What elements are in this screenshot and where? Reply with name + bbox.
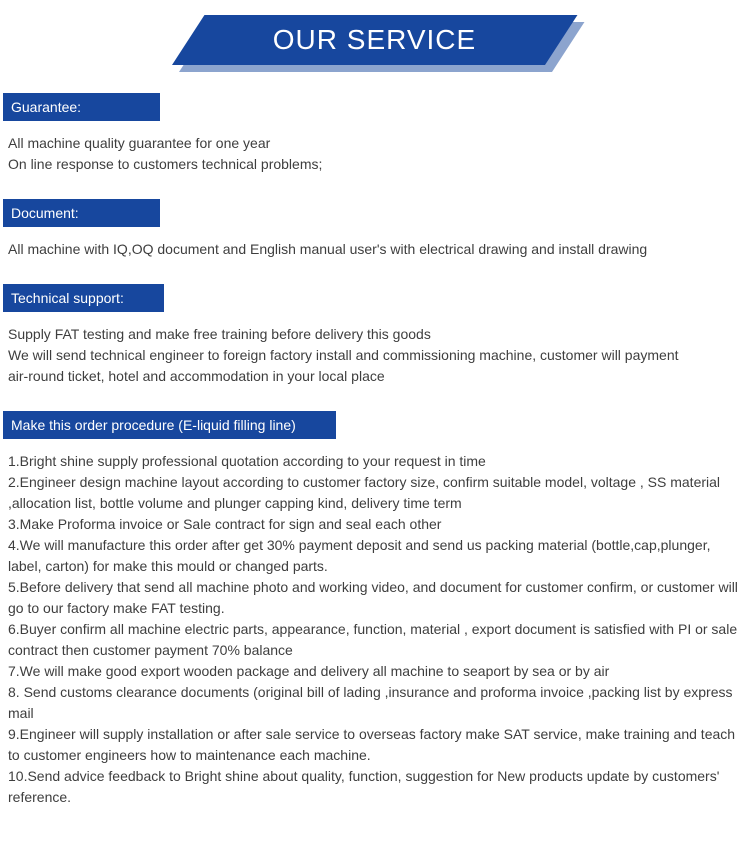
body-line: to customer engineers how to maintenance each machine. [8,747,371,763]
body-line: 7.We will make good export wooden package and delivery all machine to seaport by sea or by air [8,663,610,679]
body-line: We will send technical engineer to foreign factory install and commissioning machine, customer will payment [8,347,679,363]
service-section [0,411,750,808]
body-line: label, carton) for make this mould or changed parts. [8,558,328,574]
service-section [0,199,750,260]
body-line: 3.Make Proforma invoice or Sale contract for sign and seal each other [8,516,442,532]
body-line: On line response to customers technical problems; [8,156,323,172]
body-line: ,allocation list, bottle volume and plunger capping kind, delivery time term [8,495,462,511]
body-line: 4.We will manufacture this order after get 30% payment deposit and send us packing material (bottle,cap,plunger, [8,537,711,553]
section-heading-row [0,199,750,227]
section-heading-row [0,93,750,121]
section-body [0,239,750,260]
section-body [0,324,750,387]
body-line: All machine with IQ,OQ document and English manual user's with electrical drawing and install drawing [8,241,648,257]
section-heading: Document: [3,199,160,227]
section-body [0,133,750,175]
service-section [0,93,750,175]
body-line: air-round ticket, hotel and accommodation in your local place [8,368,385,384]
section-body [0,451,750,808]
body-line: reference. [8,789,72,805]
section-heading: Technical support: [3,284,164,312]
section-heading-row [0,411,750,439]
banner-title: OUR SERVICE [272,24,477,55]
our-service-banner [0,0,750,72]
body-line: mail [8,705,34,721]
body-line: All machine quality guarantee for one year [8,135,271,151]
section-heading-row [0,284,750,312]
body-line: 1.Bright shine supply professional quotation according to your request in time [8,453,486,469]
body-line: Supply FAT testing and make free training before delivery this goods [8,326,431,342]
body-line: go to our factory make FAT testing. [8,600,225,616]
section-heading: Make this order procedure (E-liquid filling line) [3,411,336,439]
body-line: contract then customer payment 70% balance [8,642,293,658]
body-line: 5.Before delivery that send all machine photo and working video, and document for customer confirm, or customer will [8,579,738,595]
service-section [0,284,750,387]
body-line: 9.Engineer will supply installation or after sale service to overseas factory make SAT service, make training and teach [8,726,736,742]
body-line: 10.Send advice feedback to Bright shine about quality, function, suggestion for New products update by customers' [8,768,720,784]
body-line: 6.Buyer confirm all machine electric parts, appearance, function, material , export document is satisfied with PI or sale [8,621,738,637]
body-line: 8. Send customs clearance documents (original bill of lading ,insurance and proforma invoice ,packing list by express [8,684,733,700]
body-line: 2.Engineer design machine layout according to customer factory size, confirm suitable model, voltage , SS material [8,474,721,490]
section-heading: Guarantee: [3,93,160,121]
sections-container [0,72,750,808]
